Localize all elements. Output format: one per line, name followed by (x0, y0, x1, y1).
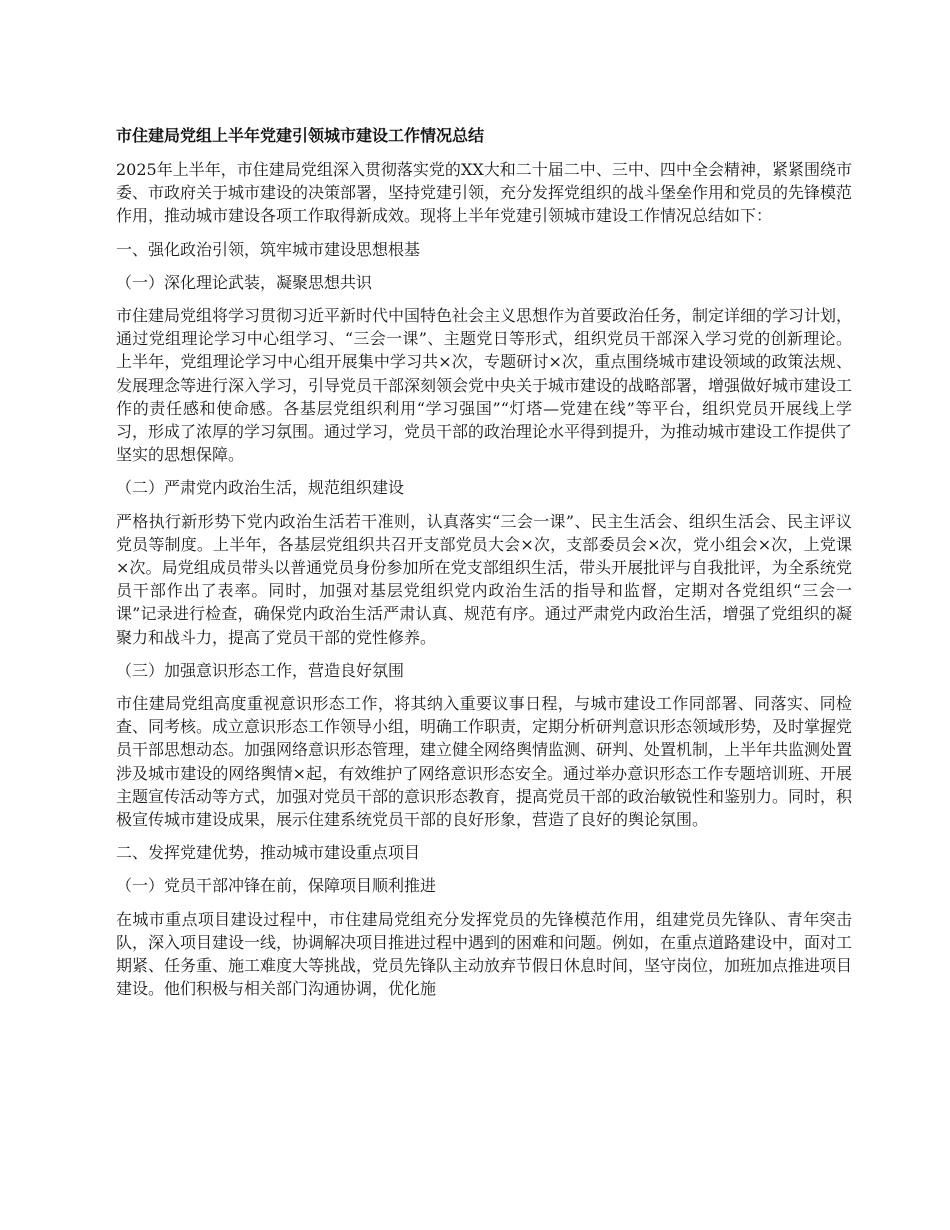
section-1-sub-2-body: 严格执行新形势下党内政治生活若干准则，认真落实“三会一课”、民主生活会、组织生活会、民主评议党员等制度。上半年，各基层党组织共召开支部党员大会×次，支部委员会×次，党小组会×次，上党课×次。局党组成员带头以普通党员身份参加所在党支部组织生活，带头开展批评与自我批评，为全系统党员干部作出了表率。同时，加强对基层党组织党内政治生活的指导和监督，定期对各党组织“三会一课”记录进行检查，确保党内政治生活严肃认真、规范有序。通过严肃党内政治生活，增强了党组织的凝聚力和战斗力，提高了党员干部的党性修养。 (116, 511, 852, 647)
section-1-sub-3-body: 市住建局党组高度重视意识形态工作，将其纳入重要议事日程，与城市建设工作同部署、同落实、同检查、同考核。成立意识形态工作领导小组，明确工作职责，定期分析研判意识形态领域形势，及时掌握党员干部思想动态。加强网络意识形态管理，建立健全网络舆情监测、研判、处置机制，上半年共监测处置涉及城市建设的网络舆情×起，有效维护了网络意识形态安全。通过举办意识形态工作专题培训班、开展主题宣传活动等方式，加强对党员干部的意识形态教育，提高党员干部的政治敏锐性和鉴别力。同时，积极宣传城市建设成果，展示住建系统党员干部的良好形象，营造了良好的舆论氛围。 (116, 694, 853, 830)
section-2-heading: 二、发挥党建优势，推动城市建设重点项目 (116, 843, 421, 863)
section-2-sub-1-heading: （一）党员干部冲锋在前，保障项目顺利推进 (116, 876, 437, 896)
section-1-sub-3-heading: （三）加强意识形态工作，营造良好氛围 (116, 660, 405, 680)
document-title: 市住建局党组上半年党建引领城市建设工作情况总结 (116, 126, 485, 145)
section-1-sub-1-heading: （一）深化理论武装，凝聚思想共识 (116, 272, 373, 292)
intro-paragraph: 2025年上半年，市住建局党组深入贯彻落实党的XX大和二十届二中、三中、四中全会精神，紧紧围绕市委、市政府关于城市建设的决策部署，坚持党建引领，充分发挥党组织的战斗堡垒作用和党员的先锋模范作用，推动城市建设各项工作取得新成效。现将上半年党建引领城市建设工作情况总结如下： (116, 160, 853, 226)
section-1-heading: 一、强化政治引领，筑牢城市建设思想根基 (116, 239, 421, 259)
section-2-sub-1-body: 在城市重点项目建设过程中，市住建局党组充分发挥党员的先锋模范作用，组建党员先锋队、青年突击队，深入项目建设一线，协调解决项目推进过程中遇到的困难和问题。例如，在重点道路建设中，面对工期紧、任务重、施工难度大等挑战，党员先锋队主动放弃节假日休息时间，坚守岗位，加班加点推进项目建设。他们积极与相关部门沟通协调，优化施 (116, 909, 853, 999)
section-1-sub-2-heading: （二）严肃党内政治生活，规范组织建设 (116, 478, 405, 498)
section-1-sub-1-body: 市住建局党组将学习贯彻习近平新时代中国特色社会主义思想作为首要政治任务，制定详细的学习计划，通过党组理论学习中心组学习、“三会一课”、主题党日等形式，组织党员干部深入学习党的创新理论。上半年，党组理论学习中心组开展集中学习共×次，专题研讨×次，重点围绕城市建设领域的政策法规、发展理念等进行深入学习，引导党员干部深刻领会党中央关于城市建设的战略部署，增强做好城市建设工作的责任感和使命感。各基层党组织利用“学习强国”“灯塔—党建在线”等平台，组织党员开展线上学习，形成了浓厚的学习氛围。通过学习，党员干部的政治理论水平得到提升，为推动城市建设工作提供了坚实的思想保障。 (116, 306, 853, 465)
document-page (116, 124, 852, 1011)
